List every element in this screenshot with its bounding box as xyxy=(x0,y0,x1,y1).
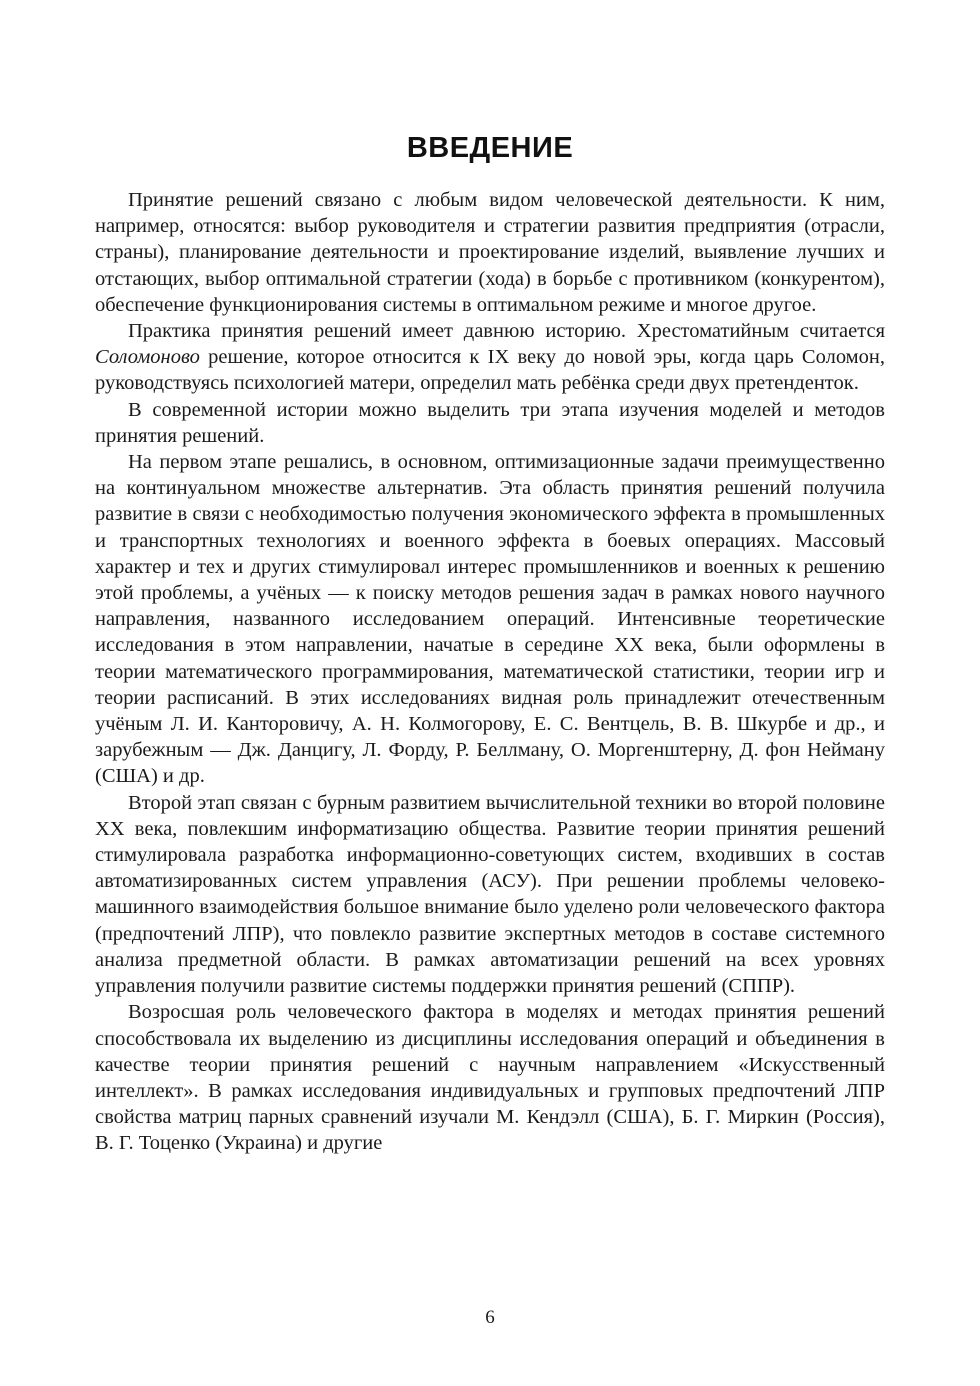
paragraph-3-text: В современной истории можно выделить три этапа изучения моделей и методов принятия решений. xyxy=(95,398,885,447)
paragraph-1-text: Принятие решений связано с любым видом человеческой деятельности. К ним, например, относятся: выбор руководителя и стратегии развития предприятия (отрасли, страны), планирование деятельности и проектирование изделий, выявление лучших и отстающих, выбор оптимальной стратегии (хода) в борьбе с противником (конкурентом), обеспечение функционирования системы в оптимальном режиме и многое другое. xyxy=(95,189,885,316)
paragraph-5-text: Второй этап связан с бурным развитием вычислительной техники во второй половине XX века, повлекшим информатизацию общества. Развитие теории принятия решений стимулировала разработка информационно-советующих систем, входивших в состав автоматизированных систем управления (АСУ). При решении проблемы человеко-машинного взаимодействия большое внимание было уделено роли человеческого фактора (предпочтений ЛПР), что повлекло развитие экспертных методов в составе системного анализа предметной области. В рамках автоматизации решений на всех уровнях управления получили развитие системы поддержки принятия решений (СППР). xyxy=(95,791,885,998)
chapter-title: ВВЕДЕНИЕ xyxy=(406,132,574,164)
page-number: 6 xyxy=(485,1307,495,1328)
paragraph-1 xyxy=(95,187,885,318)
paragraph-5 xyxy=(95,790,885,1000)
paragraph-2-text-after: решение, которое относится к IX веку до новой эры, когда царь Соломон, руководствуясь психологией матери, определил мать ребёнка среди двух претенденток. xyxy=(95,346,885,395)
paragraph-2-text-before: Практика принятия решений имеет давнюю историю. Хрестоматийным считается xyxy=(128,320,885,343)
paragraph-6 xyxy=(95,999,885,1156)
paragraph-4 xyxy=(95,449,885,790)
paragraph-2 xyxy=(95,318,885,397)
paragraph-4-text: На первом этапе решались, в основном, оптимизационные задачи преимущественно на континуальном множестве альтернатив. Эта область принятия решений получила развитие в связи с необходимостью получения экономического эффекта в промышленных и транспортных технологиях и военного эффекта в боевых операциях. Массовый характер и тех и других стимулировал интерес промышленников и военных к решению этой проблемы, а учёных — к поиску методов решения задач в рамках нового научного направления, названного исследованием операций. Интенсивные теоретические исследования в этом направлении, начатые в середине XX века, были оформлены в теории математического программирования, математической статистики, теории игр и теории расписаний. В этих исследованиях видная роль принадлежит отечественным учёным Л. И. Канторовичу, А. Н. Колмогорову, Е. С. Вентцель, В. В. Шкурбе и др., и зарубежным — Дж. Данцигу, Л. Форду, Р. Беллману, О. Моргенштерну, Д. фон Нейману (США) и др. xyxy=(95,451,885,788)
body-text xyxy=(95,187,885,1157)
paragraph-6-text: Возросшая роль человеческого фактора в моделях и методах принятия решений способствовала их выделению из дисциплины исследования операций и объединения в качестве теории принятия решений с научным направлением «Искусственный интеллект». В рамках исследования индивидуальных и групповых предпочтений ЛПР свойства матриц парных сравнений изучали М. Кендэлл (США), Б. Г. Миркин (Россия), В. Г. Тоценко (Украина) и другие xyxy=(95,1001,885,1155)
paragraph-2-italic-term: Соломоново xyxy=(95,346,200,369)
paragraph-3 xyxy=(95,397,885,449)
